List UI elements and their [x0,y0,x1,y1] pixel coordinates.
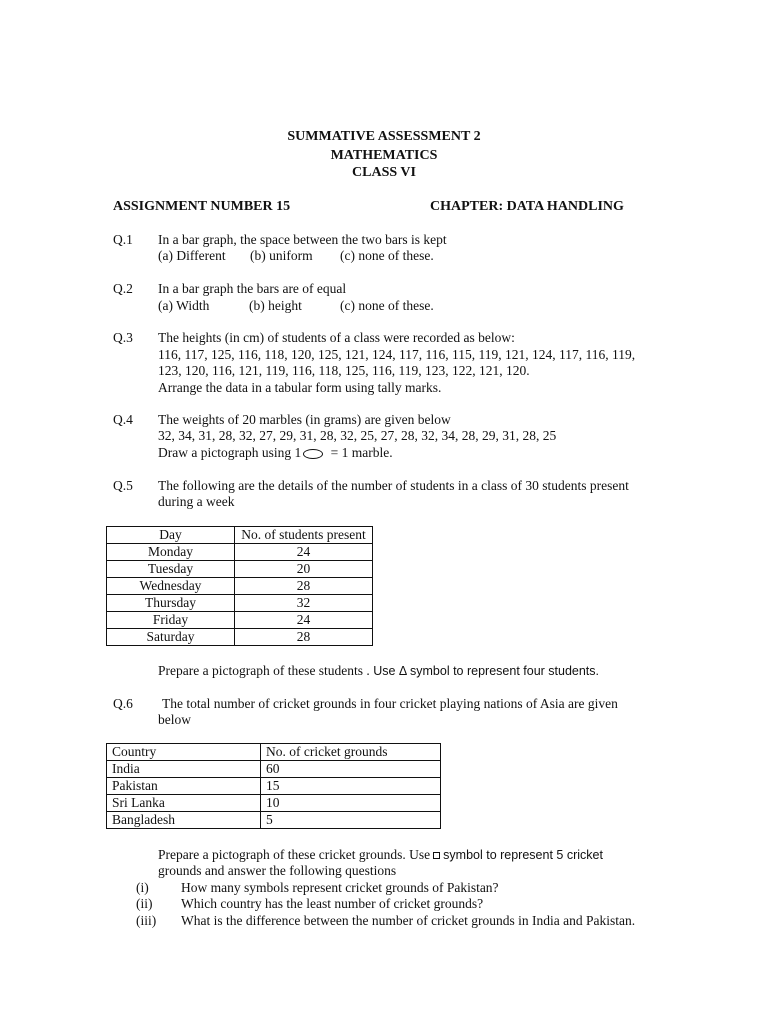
q2-options [158,297,434,314]
q4-line-2: 32, 34, 31, 28, 32, 27, 29, 31, 28, 32, 25, 27, 28, 32, 34, 28, 29, 31, 28, 25 [158,428,557,443]
table-cell: 10 [261,795,441,812]
subquestion-number: (i) [136,880,149,895]
table-row [107,778,441,795]
table-row [107,795,441,812]
q2-option-a: (a) Width [158,298,210,313]
q3-line-1: The heights (in cm) of students of a class were recorded as below: [158,330,515,345]
q1-text: In a bar graph, the space between the two bars is kept [158,232,447,247]
q1-options [158,247,434,264]
square-symbol-icon [433,852,440,859]
q6-number: Q.6 [113,696,133,711]
q2-option-b: (b) height [249,298,302,313]
subquestion-text: How many symbols represent cricket grounds of Pakistan? [181,880,499,895]
table-header-cell: Country [107,744,261,761]
table-header-cell: No. of cricket grounds [261,744,441,761]
table-cell: Thursday [107,595,235,612]
q6-line-1: The total number of cricket grounds in four cricket playing nations of Asia are given [162,696,618,711]
table-cell: 24 [235,544,373,561]
marble-ellipse-icon [303,449,323,459]
table-header-cell: Day [107,527,235,544]
table-cell: 20 [235,561,373,578]
cricket-grounds-table [106,743,441,829]
q4-line-3-post: = 1 marble. [330,445,393,460]
q5-instruction-post: Use Δ symbol to represent four students. [373,664,600,678]
table-cell: 15 [261,778,441,795]
q6-instruction-1-post: symbol to represent 5 cricket [443,848,603,862]
q2-text: In a bar graph the bars are of equal [158,281,347,296]
q1-option-a: (a) Different [158,248,226,263]
table-cell: Wednesday [107,578,235,595]
q5-instruction-pre: Prepare a pictograph of these students . [158,663,370,678]
table-row [107,812,441,829]
chapter-title: CHAPTER: DATA HANDLING [430,199,624,214]
table-row [107,612,373,629]
q1-number: Q.1 [113,232,133,247]
q4-number: Q.4 [113,412,133,427]
table-row [107,578,373,595]
title-line-2: MATHEMATICS [330,148,438,163]
q5-line-2: during a week [158,494,235,509]
q5-instruction [158,662,599,680]
assignment-number: ASSIGNMENT NUMBER 15 [113,199,291,214]
q5-line-1: The following are the details of the number of students in a class of 30 students present [158,478,629,493]
table-cell: 5 [261,812,441,829]
table-cell: Monday [107,544,235,561]
q3-line-3: 123, 120, 116, 121, 119, 116, 118, 125, 116, 119, 123, 122, 121, 120. [158,363,530,378]
q1-option-b: (b) uniform [250,248,313,263]
title-line-1: SUMMATIVE ASSESSMENT 2 [287,129,481,144]
table-row [107,761,441,778]
subquestion-text: What is the difference between the number of cricket grounds in India and Pakistan. [181,913,636,928]
table-cell: Bangladesh [107,812,261,829]
table-cell: India [107,761,261,778]
q4-line-3-pre: Draw a pictograph using 1 [158,445,302,460]
table-header-row [107,744,441,761]
table-row [107,629,373,646]
q1-option-c: (c) none of these. [340,248,434,263]
table-cell: 60 [261,761,441,778]
q6-line-2: below [158,712,191,727]
table-header-cell: No. of students present [235,527,373,544]
q4-line-3 [158,444,393,461]
table-cell: 28 [235,578,373,595]
table-cell: 24 [235,612,373,629]
table-cell: Pakistan [107,778,261,795]
q3-number: Q.3 [113,330,133,345]
table-cell: 28 [235,629,373,646]
students-table [106,526,373,646]
table-cell: Sri Lanka [107,795,261,812]
q2-option-c: (c) none of these. [340,298,434,313]
table-cell: Tuesday [107,561,235,578]
title-line-3: CLASS VI [352,165,416,180]
q6-instruction-1-pre: Prepare a pictograph of these cricket grounds. Use [158,847,431,862]
q3-line-4: Arrange the data in a tabular form using tally marks. [158,380,442,395]
q3-line-2: 116, 117, 125, 116, 118, 120, 125, 121, 124, 117, 116, 115, 119, 121, 124, 117, 116, 119, [158,347,636,362]
table-row [107,544,373,561]
table-header-row [107,527,373,544]
subquestion-number: (ii) [136,896,153,911]
q2-number: Q.2 [113,281,133,296]
table-row [107,561,373,578]
table-cell: Friday [107,612,235,629]
table-row [107,595,373,612]
table-cell: 32 [235,595,373,612]
table-cell: Saturday [107,629,235,646]
q6-instruction-2: grounds and answer the following questions [158,863,397,878]
q4-line-1: The weights of 20 marbles (in grams) are given below [158,412,451,427]
q5-number: Q.5 [113,478,133,493]
subquestion-text: Which country has the least number of cricket grounds? [181,896,484,911]
subquestion-number: (iii) [136,913,157,928]
